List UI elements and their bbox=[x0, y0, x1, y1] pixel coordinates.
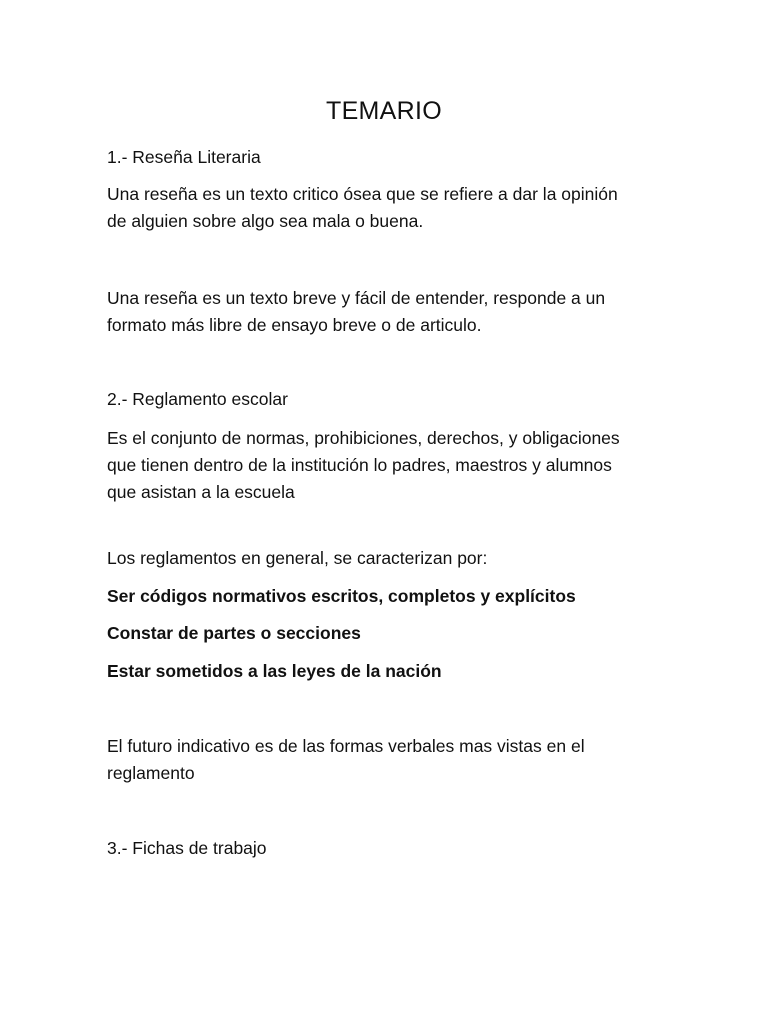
section-2-paragraph-2: Los reglamentos en general, se caracterizan por: bbox=[107, 548, 488, 568]
section-2-paragraph-3-line-1: El futuro indicativo es de las formas verbales mas vistas en el bbox=[107, 736, 585, 756]
section-2-paragraph-1-line-1: Es el conjunto de normas, prohibiciones, derechos, y obligaciones bbox=[107, 428, 620, 448]
section-2-paragraph-1-line-3: que asistan a la escuela bbox=[107, 482, 295, 502]
section-3-heading: 3.- Fichas de trabajo bbox=[107, 838, 267, 858]
section-1-paragraph-2-line-1: Una reseña es un texto breve y fácil de entender, responde a un bbox=[107, 288, 606, 308]
section-1-paragraph-2-line-2: formato más libre de ensayo breve o de articulo. bbox=[107, 315, 482, 335]
section-1-paragraph-1-line-1: Una reseña es un texto critico ósea que se refiere a dar la opinión bbox=[107, 184, 618, 204]
section-2-paragraph-3-line-2: reglamento bbox=[107, 763, 195, 783]
bold-item-2: Constar de partes o secciones bbox=[107, 623, 361, 643]
section-1-heading: 1.- Reseña Literaria bbox=[107, 147, 261, 167]
section-1-paragraph-1-line-2: de alguien sobre algo sea mala o buena. bbox=[107, 211, 424, 231]
page-title: TEMARIO bbox=[326, 97, 442, 125]
bold-item-3: Estar sometidos a las leyes de la nación bbox=[107, 661, 442, 681]
section-2-paragraph-1-line-2: que tienen dentro de la institución lo padres, maestros y alumnos bbox=[107, 455, 612, 475]
bold-item-1: Ser códigos normativos escritos, completos y explícitos bbox=[107, 586, 576, 606]
section-2-heading: 2.- Reglamento escolar bbox=[107, 389, 288, 409]
